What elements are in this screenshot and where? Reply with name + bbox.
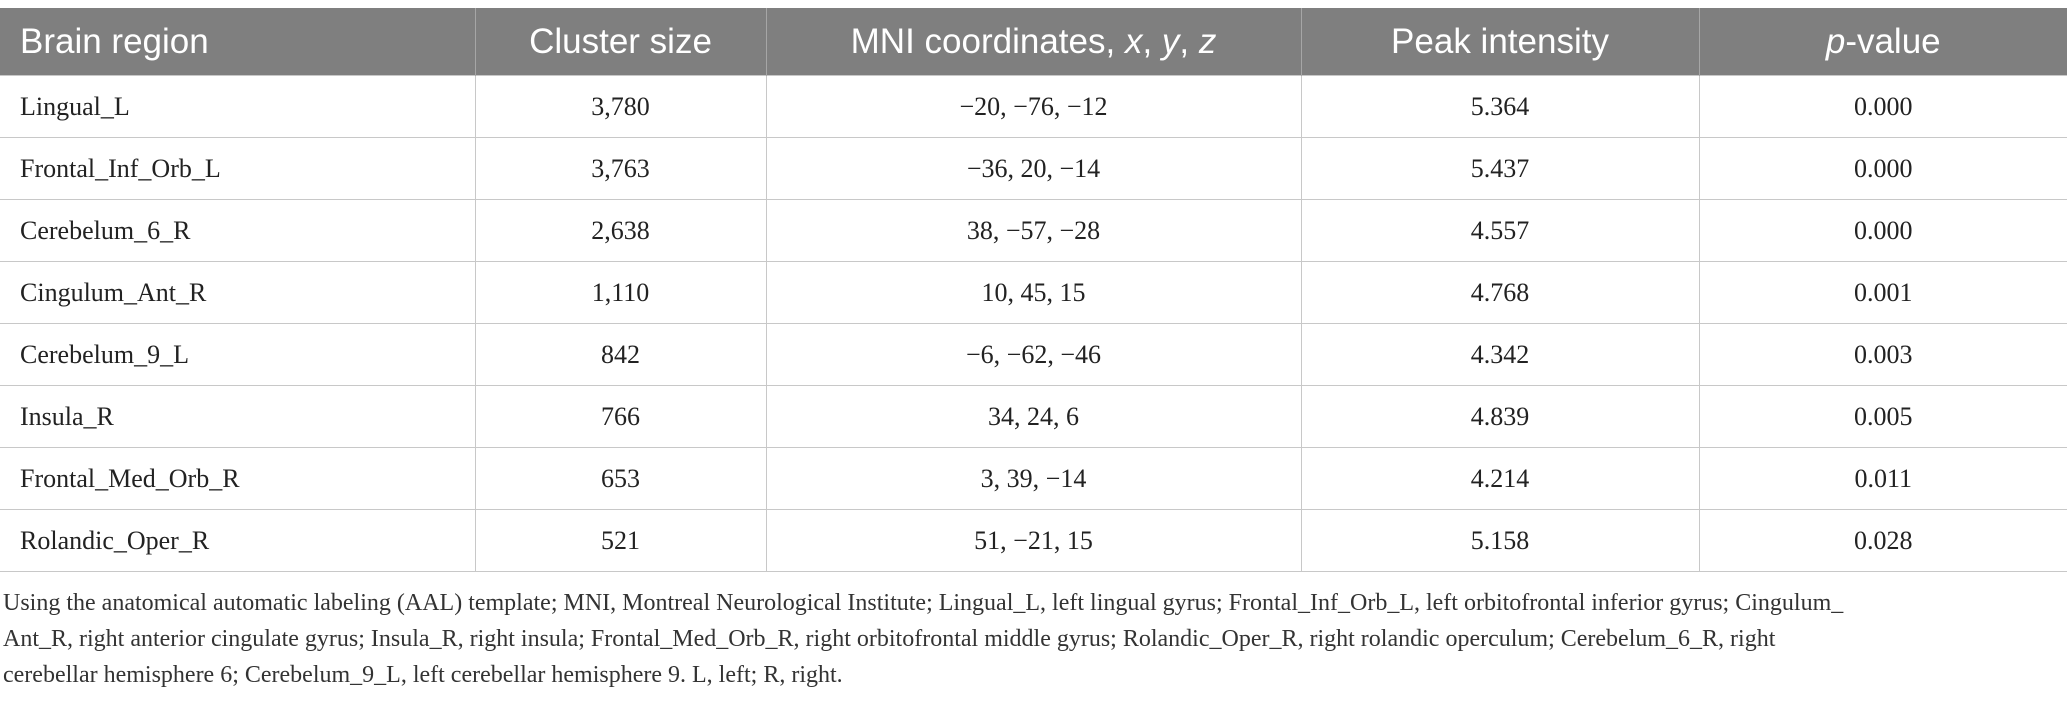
cell-cluster-size: 653 [475, 448, 766, 510]
table-row [0, 76, 2067, 138]
cell-p-value: 0.028 [1699, 510, 2067, 572]
cell-p-value: 0.001 [1699, 262, 2067, 324]
cell-mni: −6, −62, −46 [766, 324, 1301, 386]
cell-mni: 51, −21, 15 [766, 510, 1301, 572]
table-row [0, 386, 2067, 448]
table-row [0, 138, 2067, 200]
cell-cluster-size: 3,780 [475, 76, 766, 138]
cell-region: Lingual_L [0, 76, 475, 138]
table-body [0, 76, 2067, 572]
footnote-line-1: Using the anatomical automatic labeling (AAL) template; MNI, Montreal Neurological Institute; Lingual_L, left lingual gyrus; Frontal_Inf_Orb_L, left orbitofrontal inferior gyrus; Cingulum_ [3, 590, 1844, 616]
table-row [0, 200, 2067, 262]
cell-p-value: 0.000 [1699, 138, 2067, 200]
cell-region: Insula_R [0, 386, 475, 448]
cell-peak-intensity: 4.768 [1301, 262, 1699, 324]
header-peak-intensity: Peak intensity [1301, 8, 1699, 76]
cell-peak-intensity: 4.342 [1301, 324, 1699, 386]
header-mni-sep-1: , [1142, 21, 1162, 61]
cell-mni: −36, 20, −14 [766, 138, 1301, 200]
cell-region: Frontal_Inf_Orb_L [0, 138, 475, 200]
cell-peak-intensity: 5.158 [1301, 510, 1699, 572]
table-header [0, 8, 2067, 76]
results-table-container [0, 8, 2067, 572]
cell-cluster-size: 521 [475, 510, 766, 572]
cell-peak-intensity: 5.364 [1301, 76, 1699, 138]
header-p-rest: -value [1845, 21, 1941, 61]
header-row [0, 8, 2067, 76]
cell-mni: 34, 24, 6 [766, 386, 1301, 448]
cell-mni: 38, −57, −28 [766, 200, 1301, 262]
cell-peak-intensity: 4.839 [1301, 386, 1699, 448]
header-brain-region: Brain region [0, 8, 475, 76]
header-mni-y: y [1161, 21, 1180, 61]
cell-mni: 3, 39, −14 [766, 448, 1301, 510]
cell-p-value: 0.005 [1699, 386, 2067, 448]
header-cluster-size: Cluster size [475, 8, 766, 76]
cell-peak-intensity: 4.214 [1301, 448, 1699, 510]
footnote-line-3: cerebellar hemisphere 6; Cerebelum_9_L, left cerebellar hemisphere 9. L, left; R, right. [3, 662, 843, 688]
table-footnote [3, 585, 2043, 693]
table-row [0, 510, 2067, 572]
cell-p-value: 0.000 [1699, 76, 2067, 138]
cell-cluster-size: 3,763 [475, 138, 766, 200]
header-mni-z: z [1198, 21, 1217, 61]
cell-region: Cingulum_Ant_R [0, 262, 475, 324]
cell-p-value: 0.000 [1699, 200, 2067, 262]
header-mni-prefix: MNI coordinates, [850, 21, 1125, 61]
cell-mni: −20, −76, −12 [766, 76, 1301, 138]
header-p-value [1699, 8, 2067, 76]
footnote-line-2: Ant_R, right anterior cingulate gyrus; Insula_R, right insula; Frontal_Med_Orb_R, right orbitofrontal middle gyrus; Rolandic_Oper_R, right rolandic operculum; Cerebelum_6_R, right [3, 626, 1776, 652]
cell-p-value: 0.003 [1699, 324, 2067, 386]
cell-peak-intensity: 5.437 [1301, 138, 1699, 200]
cell-peak-intensity: 4.557 [1301, 200, 1699, 262]
cell-mni: 10, 45, 15 [766, 262, 1301, 324]
table-row [0, 262, 2067, 324]
header-mni-sep-2: , [1179, 21, 1199, 61]
cell-region: Cerebelum_9_L [0, 324, 475, 386]
cell-p-value: 0.011 [1699, 448, 2067, 510]
header-mni-coordinates [766, 8, 1301, 76]
cell-region: Rolandic_Oper_R [0, 510, 475, 572]
header-mni-x: x [1124, 21, 1143, 61]
table-row [0, 324, 2067, 386]
cell-cluster-size: 766 [475, 386, 766, 448]
cell-cluster-size: 2,638 [475, 200, 766, 262]
results-table [0, 8, 2067, 572]
cell-cluster-size: 842 [475, 324, 766, 386]
cell-cluster-size: 1,110 [475, 262, 766, 324]
table-row [0, 448, 2067, 510]
cell-region: Frontal_Med_Orb_R [0, 448, 475, 510]
cell-region: Cerebelum_6_R [0, 200, 475, 262]
header-p-italic: p [1825, 21, 1846, 61]
